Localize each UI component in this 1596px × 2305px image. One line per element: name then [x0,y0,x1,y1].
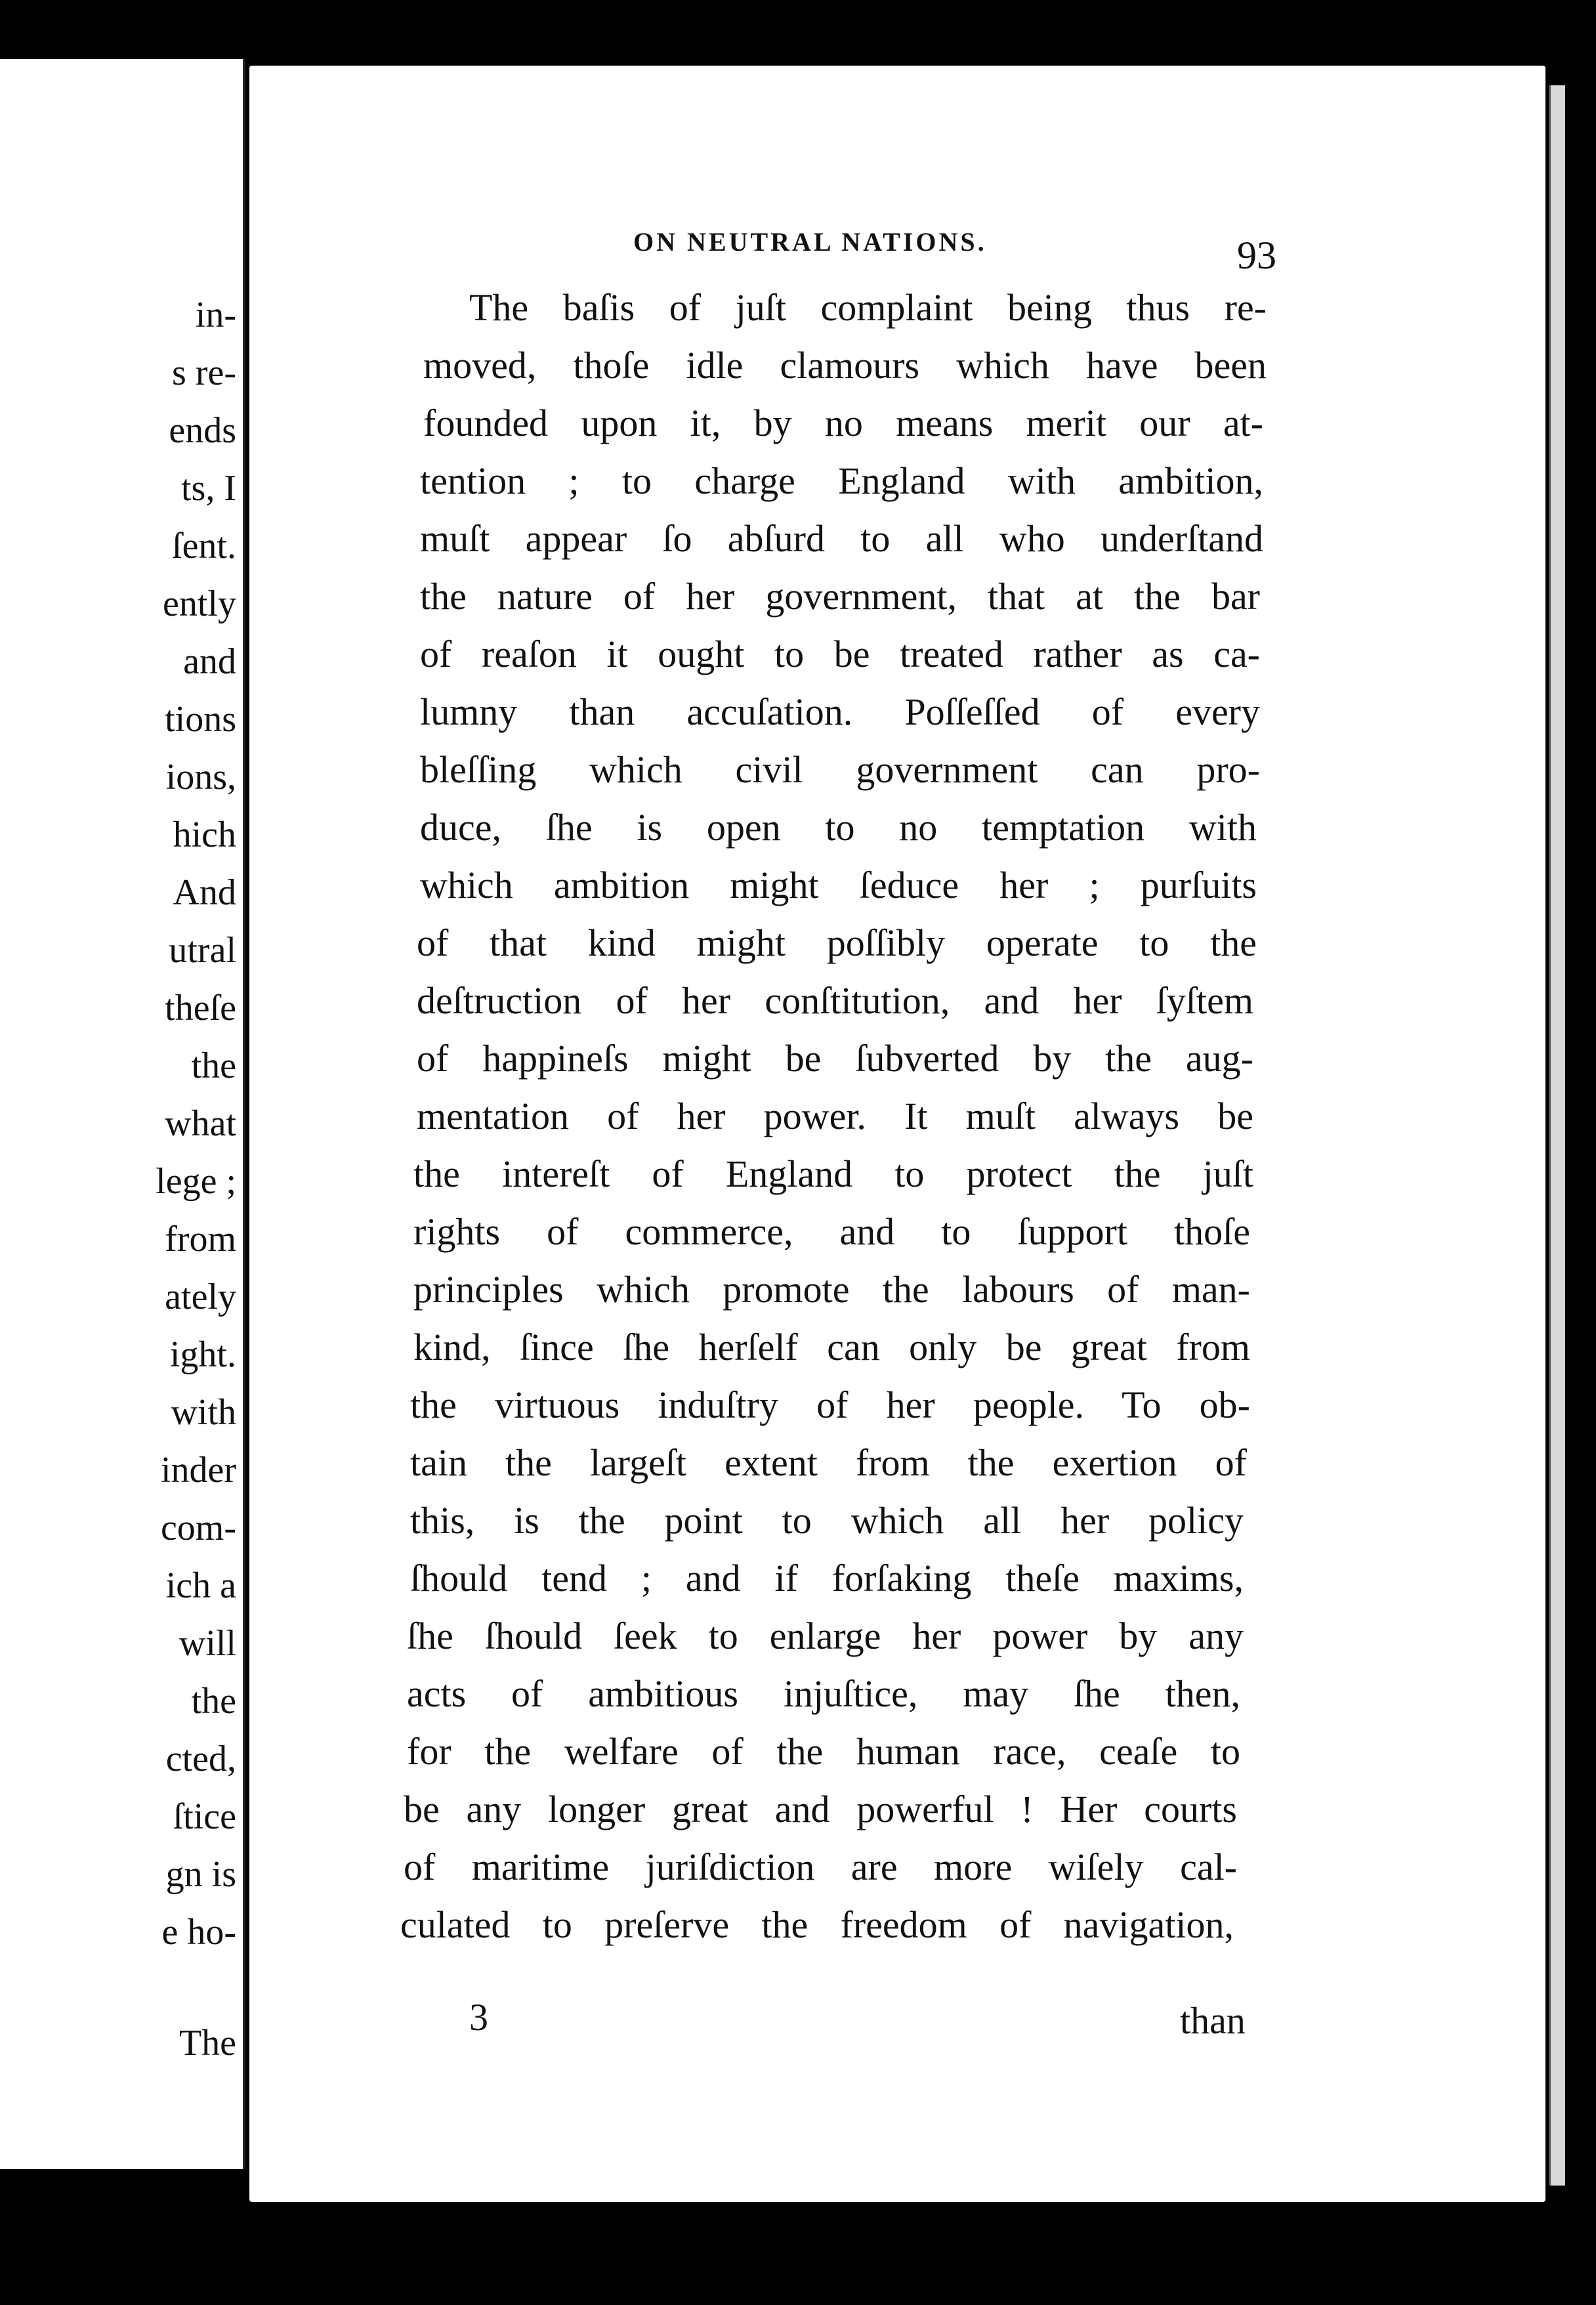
text-line: rights of commerce, and to ſupport thoſe [413,1210,1250,1253]
text-line: for the welfare of the human race, ceaſe to [407,1730,1240,1773]
running-head: ON NEUTRAL NATIONS. [633,227,987,257]
left-line: inder [160,1450,236,1491]
left-line: ently [163,583,236,624]
text-line: moved, thoſe idle clamours which have been [423,344,1267,387]
left-line: ions, [165,757,236,797]
left-line: tions [165,699,236,740]
page-edge [1549,85,1565,2186]
text-line: tention ; to charge England with ambition, [420,459,1263,502]
left-line: ſtice [173,1796,236,1837]
text-line: the virtuous induſtry of her people. To ob- [410,1384,1250,1426]
left-line: ends [169,410,236,451]
left-line: lege ; [156,1161,236,1202]
left-line: gn is [165,1854,236,1895]
left-line: from [165,1219,236,1259]
signature-mark: 3 [469,1996,488,2039]
text-line: lumny than accuſation. Poſſeſſed of every [420,690,1260,733]
left-line: what [165,1103,236,1144]
left-line: The [178,2023,236,2063]
left-line: in- [195,295,236,335]
left-line: and [183,641,236,682]
text-line: ſhould tend ; and if forſaking theſe maxims, [410,1557,1244,1599]
left-line: with [171,1392,236,1433]
left-line: ſent. [172,526,236,566]
left-line: e ho- [161,1912,236,1953]
text-line: founded upon it, by no means merit our at- [423,402,1263,444]
text-line: bleſſing which civil government can pro- [420,748,1260,791]
left-line: And [173,872,236,913]
text-line: muſt appear ſo abſurd to all who underſtand [420,517,1263,560]
text-line: the intereſt of England to protect the juſt [413,1152,1253,1195]
text-line: deſtruction of her conſtitution, and her ſyſtem [417,979,1253,1022]
text-line: ſhe ſhould ſeek to enlarge her power by any [407,1615,1244,1657]
left-page [0,59,245,2169]
text-line: culated to preſerve the freedom of navigation, [400,1903,1234,1946]
left-line: com- [160,1508,236,1548]
text-line: which ambition might ſeduce her ; purſuits [420,864,1257,906]
text-line: this, is the point to which all her policy [410,1499,1244,1542]
left-line: the [191,1681,236,1722]
text-line: of maritime juriſdiction are more wiſely cal- [404,1846,1237,1888]
left-line: ight. [169,1334,236,1375]
text-line: mentation of her power. It muſt always be [417,1095,1253,1137]
catchword: than [1180,1999,1246,2042]
left-line: the [191,1046,236,1086]
left-line: ich a [165,1565,236,1606]
left-line: cted, [165,1739,236,1779]
left-line: will [178,1623,236,1664]
left-line: hich [173,814,236,855]
left-line: ately [165,1277,236,1317]
text-line: the nature of her government, that at the bar [420,575,1260,618]
text-line: of happineſs might be ſubverted by the aug- [417,1037,1253,1080]
text-line: of reaſon it ought to be treated rather as ca- [420,633,1260,675]
page-number: 93 [1237,234,1276,277]
text-line: principles which promote the labours of man- [413,1268,1250,1311]
left-line: theſe [165,988,236,1028]
text-line: be any longer great and powerful ! Her courts [404,1788,1237,1830]
text-line: The baſis of juſt complaint being thus re- [469,286,1267,329]
text-line: duce, ſhe is open to no temptation with [420,806,1257,849]
left-line: ts, I [181,468,236,509]
left-line: s re- [172,352,236,393]
left-line: utral [169,930,236,971]
text-line: acts of ambitious injuſtice, may ſhe then, [407,1672,1240,1715]
text-line: tain the largeſt extent from the exertion of [410,1441,1247,1484]
text-line: of that kind might poſſibly operate to the [417,921,1257,964]
text-line: kind, ſince ſhe herſelf can only be great from [413,1326,1250,1368]
